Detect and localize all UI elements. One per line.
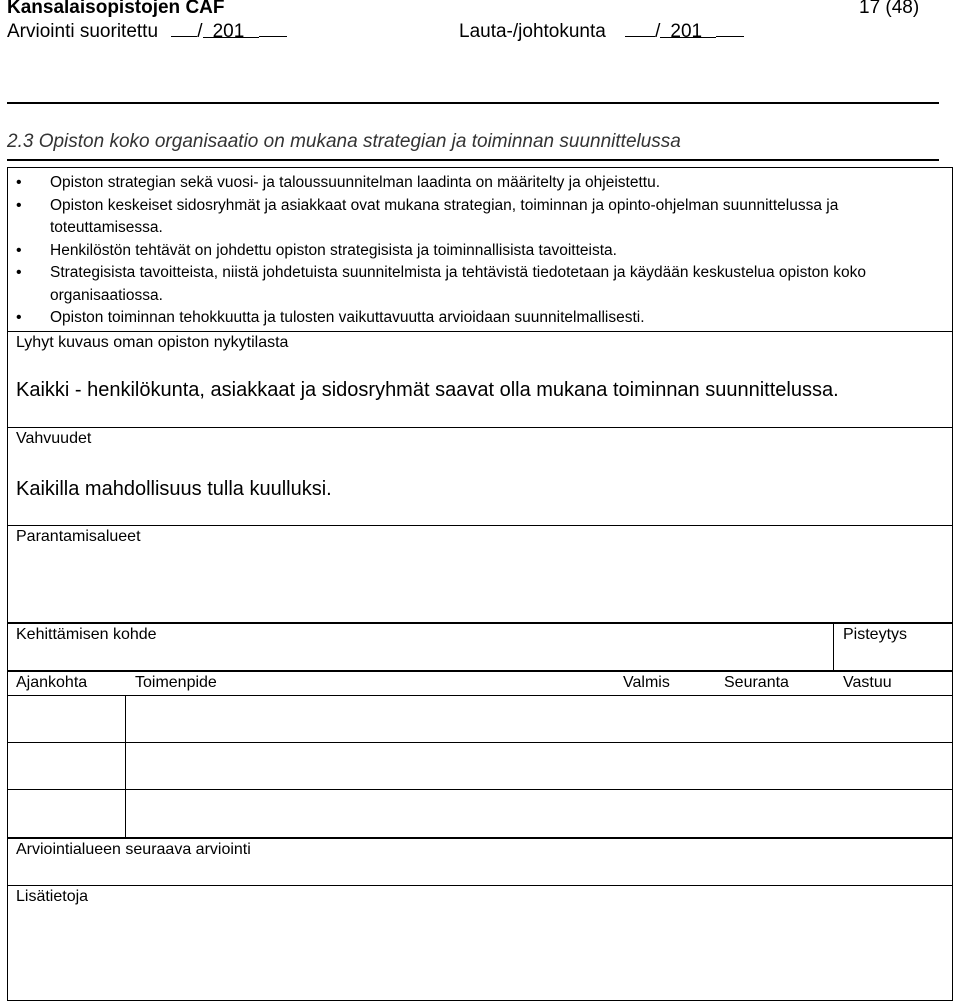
document-title: Kansalaisopistojen CAF xyxy=(7,0,225,18)
divider xyxy=(7,427,953,428)
score-divider xyxy=(833,623,834,670)
column-header-toimenpide: Toimenpide xyxy=(135,674,217,691)
evaluation-done-field xyxy=(7,20,287,43)
section-title: 2.3 Opiston koko organisaatio on mukana strategian ja toiminnan suunnittelussa xyxy=(7,131,681,152)
table-cell[interactable] xyxy=(8,696,125,742)
action-table-top xyxy=(7,670,953,672)
improvements-value[interactable] xyxy=(16,560,916,610)
board-year-suffix-blank[interactable] xyxy=(716,20,744,37)
next-evaluation-label: Arviointialueen seuraava arviointi xyxy=(16,841,251,858)
divider xyxy=(7,837,953,839)
criteria-item: • Opiston toiminnan tehokkuutta ja tulosten vaikuttavuutta arvioidaan suunnitelmallisesti. xyxy=(8,307,943,330)
score-label: Pisteytys xyxy=(843,626,908,643)
table-cell[interactable] xyxy=(126,743,952,789)
current-state-label: Lyhyt kuvaus oman opiston nykytilasta xyxy=(16,334,289,351)
table-cell[interactable] xyxy=(8,743,125,789)
additional-info-label: Lisätietoja xyxy=(16,888,89,905)
divider xyxy=(7,331,953,332)
table-cell[interactable] xyxy=(126,790,952,836)
criteria-list xyxy=(8,172,943,330)
board-day-blank[interactable] xyxy=(625,20,655,37)
column-header-seuranta: Seuranta xyxy=(724,674,789,691)
table-cell[interactable] xyxy=(126,696,952,742)
header-divider xyxy=(7,102,939,104)
page-number: 17 (48) xyxy=(859,0,920,18)
improvements-label: Parantamisalueet xyxy=(16,528,141,545)
divider xyxy=(7,622,953,624)
additional-info-field[interactable] xyxy=(16,912,936,992)
board-year-prefix: 201 xyxy=(670,21,703,42)
table-cell[interactable] xyxy=(8,790,125,836)
divider xyxy=(7,525,953,526)
board-field xyxy=(459,20,744,43)
board-year-blank[interactable] xyxy=(660,21,716,42)
board-label: Lauta-/johtokunta xyxy=(459,21,606,42)
date-separator: / xyxy=(655,21,661,42)
divider xyxy=(7,885,953,886)
strengths-label: Vahvuudet xyxy=(16,430,92,447)
criteria-item: • Henkilöstön tehtävät on johdettu opiston strategisista ja toiminnallisista tavoitteista. xyxy=(8,240,943,263)
date-separator: / xyxy=(197,21,203,42)
column-header-valmis: Valmis xyxy=(623,674,670,691)
evaluation-year-suffix-blank[interactable] xyxy=(259,20,287,37)
criteria-item: • Opiston strategian sekä vuosi- ja taloussuunnitelman laadinta on määritelty ja ohjeistettu. xyxy=(8,172,943,195)
evaluation-day-blank[interactable] xyxy=(171,20,197,37)
current-state-value[interactable]: Kaikki - henkilökunta, asiakkaat ja sidosryhmät saavat olla mukana toiminnan suunnittelussa. xyxy=(16,379,839,401)
development-target-label: Kehittämisen kohde xyxy=(16,626,157,643)
evaluation-year-blank[interactable] xyxy=(203,21,259,42)
criteria-item: • Strategisista tavoitteista, niistä johdetuista suunnitelmista ja tehtävistä tiedotetaan ja käydään keskustelua opiston koko organisaatiossa. xyxy=(8,262,943,307)
strengths-value[interactable]: Kaikilla mahdollisuus tulla kuulluksi. xyxy=(16,478,332,500)
evaluation-year-prefix: 201 xyxy=(212,21,245,42)
section-title-underline xyxy=(7,159,939,161)
criteria-item: • Opiston keskeiset sidosryhmät ja asiakkaat ovat mukana strategian, toiminnan ja opinto-ohjelman suunnittelussa ja toteuttamisessa. xyxy=(8,195,943,240)
column-header-ajankohta: Ajankohta xyxy=(16,674,88,691)
evaluation-done-label: Arviointi suoritettu xyxy=(7,21,159,42)
column-header-vastuu: Vastuu xyxy=(843,674,892,691)
